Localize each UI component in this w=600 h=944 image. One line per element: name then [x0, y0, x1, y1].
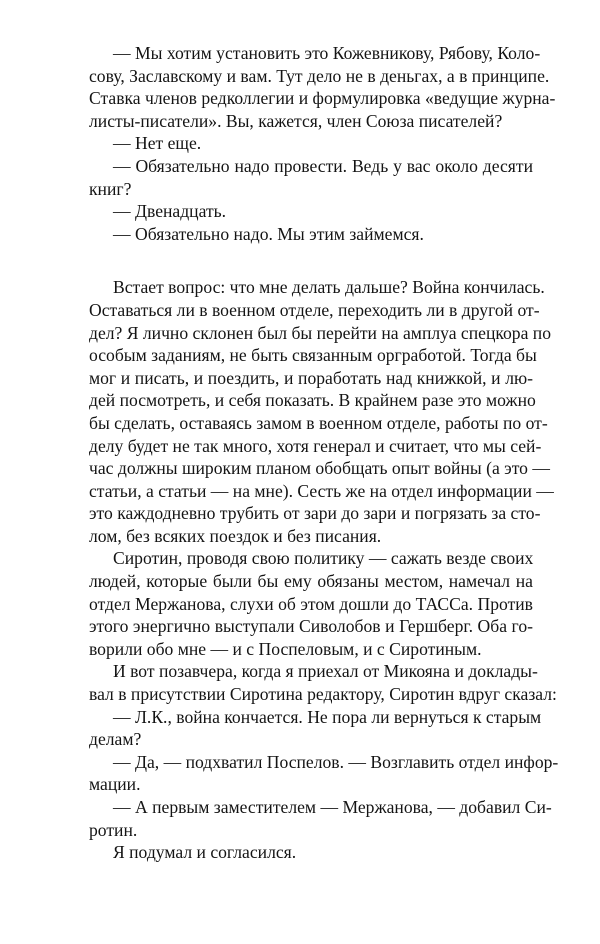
- text-line: делам?: [89, 729, 142, 750]
- text-line: людей, которые были бы ему обязаны местом, намечал на: [89, 571, 533, 592]
- text-line: сову, Заславскому и вам. Тут дело не в деньгах, а в принципе.: [89, 65, 550, 86]
- text-line: вал в присутствии Сиротина редактору, Сиротин вдруг сказал:: [89, 684, 557, 705]
- text-line: час должны широким планом обобщать опыт войны (а это —: [89, 458, 550, 479]
- text-line: дел? Я лично склонен был бы перейти на амплуа спецкора по: [89, 322, 552, 343]
- dialogue-section: [89, 42, 556, 245]
- text-line: Сиротин, проводя свою политику — сажать везде своих: [113, 548, 534, 569]
- text-line: — Да, — подхватил Поспелов. — Возглавить отдел инфор-: [113, 751, 559, 772]
- text-line: — Нет еще.: [113, 133, 202, 154]
- text-line: Я подумал и согласился.: [113, 842, 297, 863]
- text-line: дей посмотреть, и себя показать. В крайнем разе это можно: [89, 390, 536, 411]
- text-line: это каждодневно трубить от зари до зари и погрязать за сто-: [89, 503, 541, 524]
- text-line: бы сделать, оставаясь замом в военном отделе, работы по от-: [89, 412, 548, 433]
- text-line: этого энергично выступали Сиволобов и Гершберг. Оба го-: [89, 616, 533, 637]
- text-line: мог и писать, и поездить, и поработать над книжкой, и лю-: [89, 367, 533, 388]
- text-line: — А первым заместителем — Мержанова, — добавил Си-: [113, 797, 552, 817]
- text-line: ротин.: [89, 819, 138, 840]
- text-line: — Обязательно надо провести. Ведь у вас около десяти: [113, 155, 533, 176]
- text-line: книг?: [89, 178, 132, 199]
- text-line: отдел Мержанова, слухи об этом дошли до ТАССа. Против: [89, 593, 533, 614]
- text-line: делу будет не так много, хотя генерал и считает, что мы сей-: [89, 435, 542, 456]
- text-line: мации.: [89, 774, 141, 795]
- text-line: лом, без всяких поездок и без писания.: [89, 525, 382, 546]
- text-line: — Двенадцать.: [113, 201, 227, 222]
- text-line: И вот позавчера, когда я приехал от Микояна и доклады-: [113, 661, 538, 682]
- text-line: ворили обо мне — и с Поспеловым, и с Сиротиным.: [89, 638, 482, 659]
- text-line: — Мы хотим установить это Кожевникову, Рябову, Коло-: [113, 43, 541, 63]
- text-line: статьи, а статьи — на мне). Сесть же на отдел информации —: [89, 480, 554, 501]
- text-line: Ставка членов редколлегии и формулировка «ведущие журна-: [89, 88, 556, 109]
- narrative-section: [89, 276, 559, 863]
- book-page: [89, 42, 559, 864]
- text-line: Встает вопрос: что мне делать дальше? Война кончилась.: [113, 277, 545, 298]
- text-line: — Л.К., война кончается. Не пора ли вернуться к старым: [113, 706, 542, 727]
- text-line: особым заданиям, не быть связанным оргработой. Тогда бы: [89, 345, 537, 366]
- section-gap: [89, 245, 533, 276]
- text-line: Оставаться ли в военном отделе, переходить ли в другой от-: [89, 299, 540, 320]
- text-line: — Обязательно надо. Мы этим займемся.: [113, 223, 424, 244]
- text-line: листы-писатели». Вы, кажется, член Союза писателей?: [89, 110, 503, 131]
